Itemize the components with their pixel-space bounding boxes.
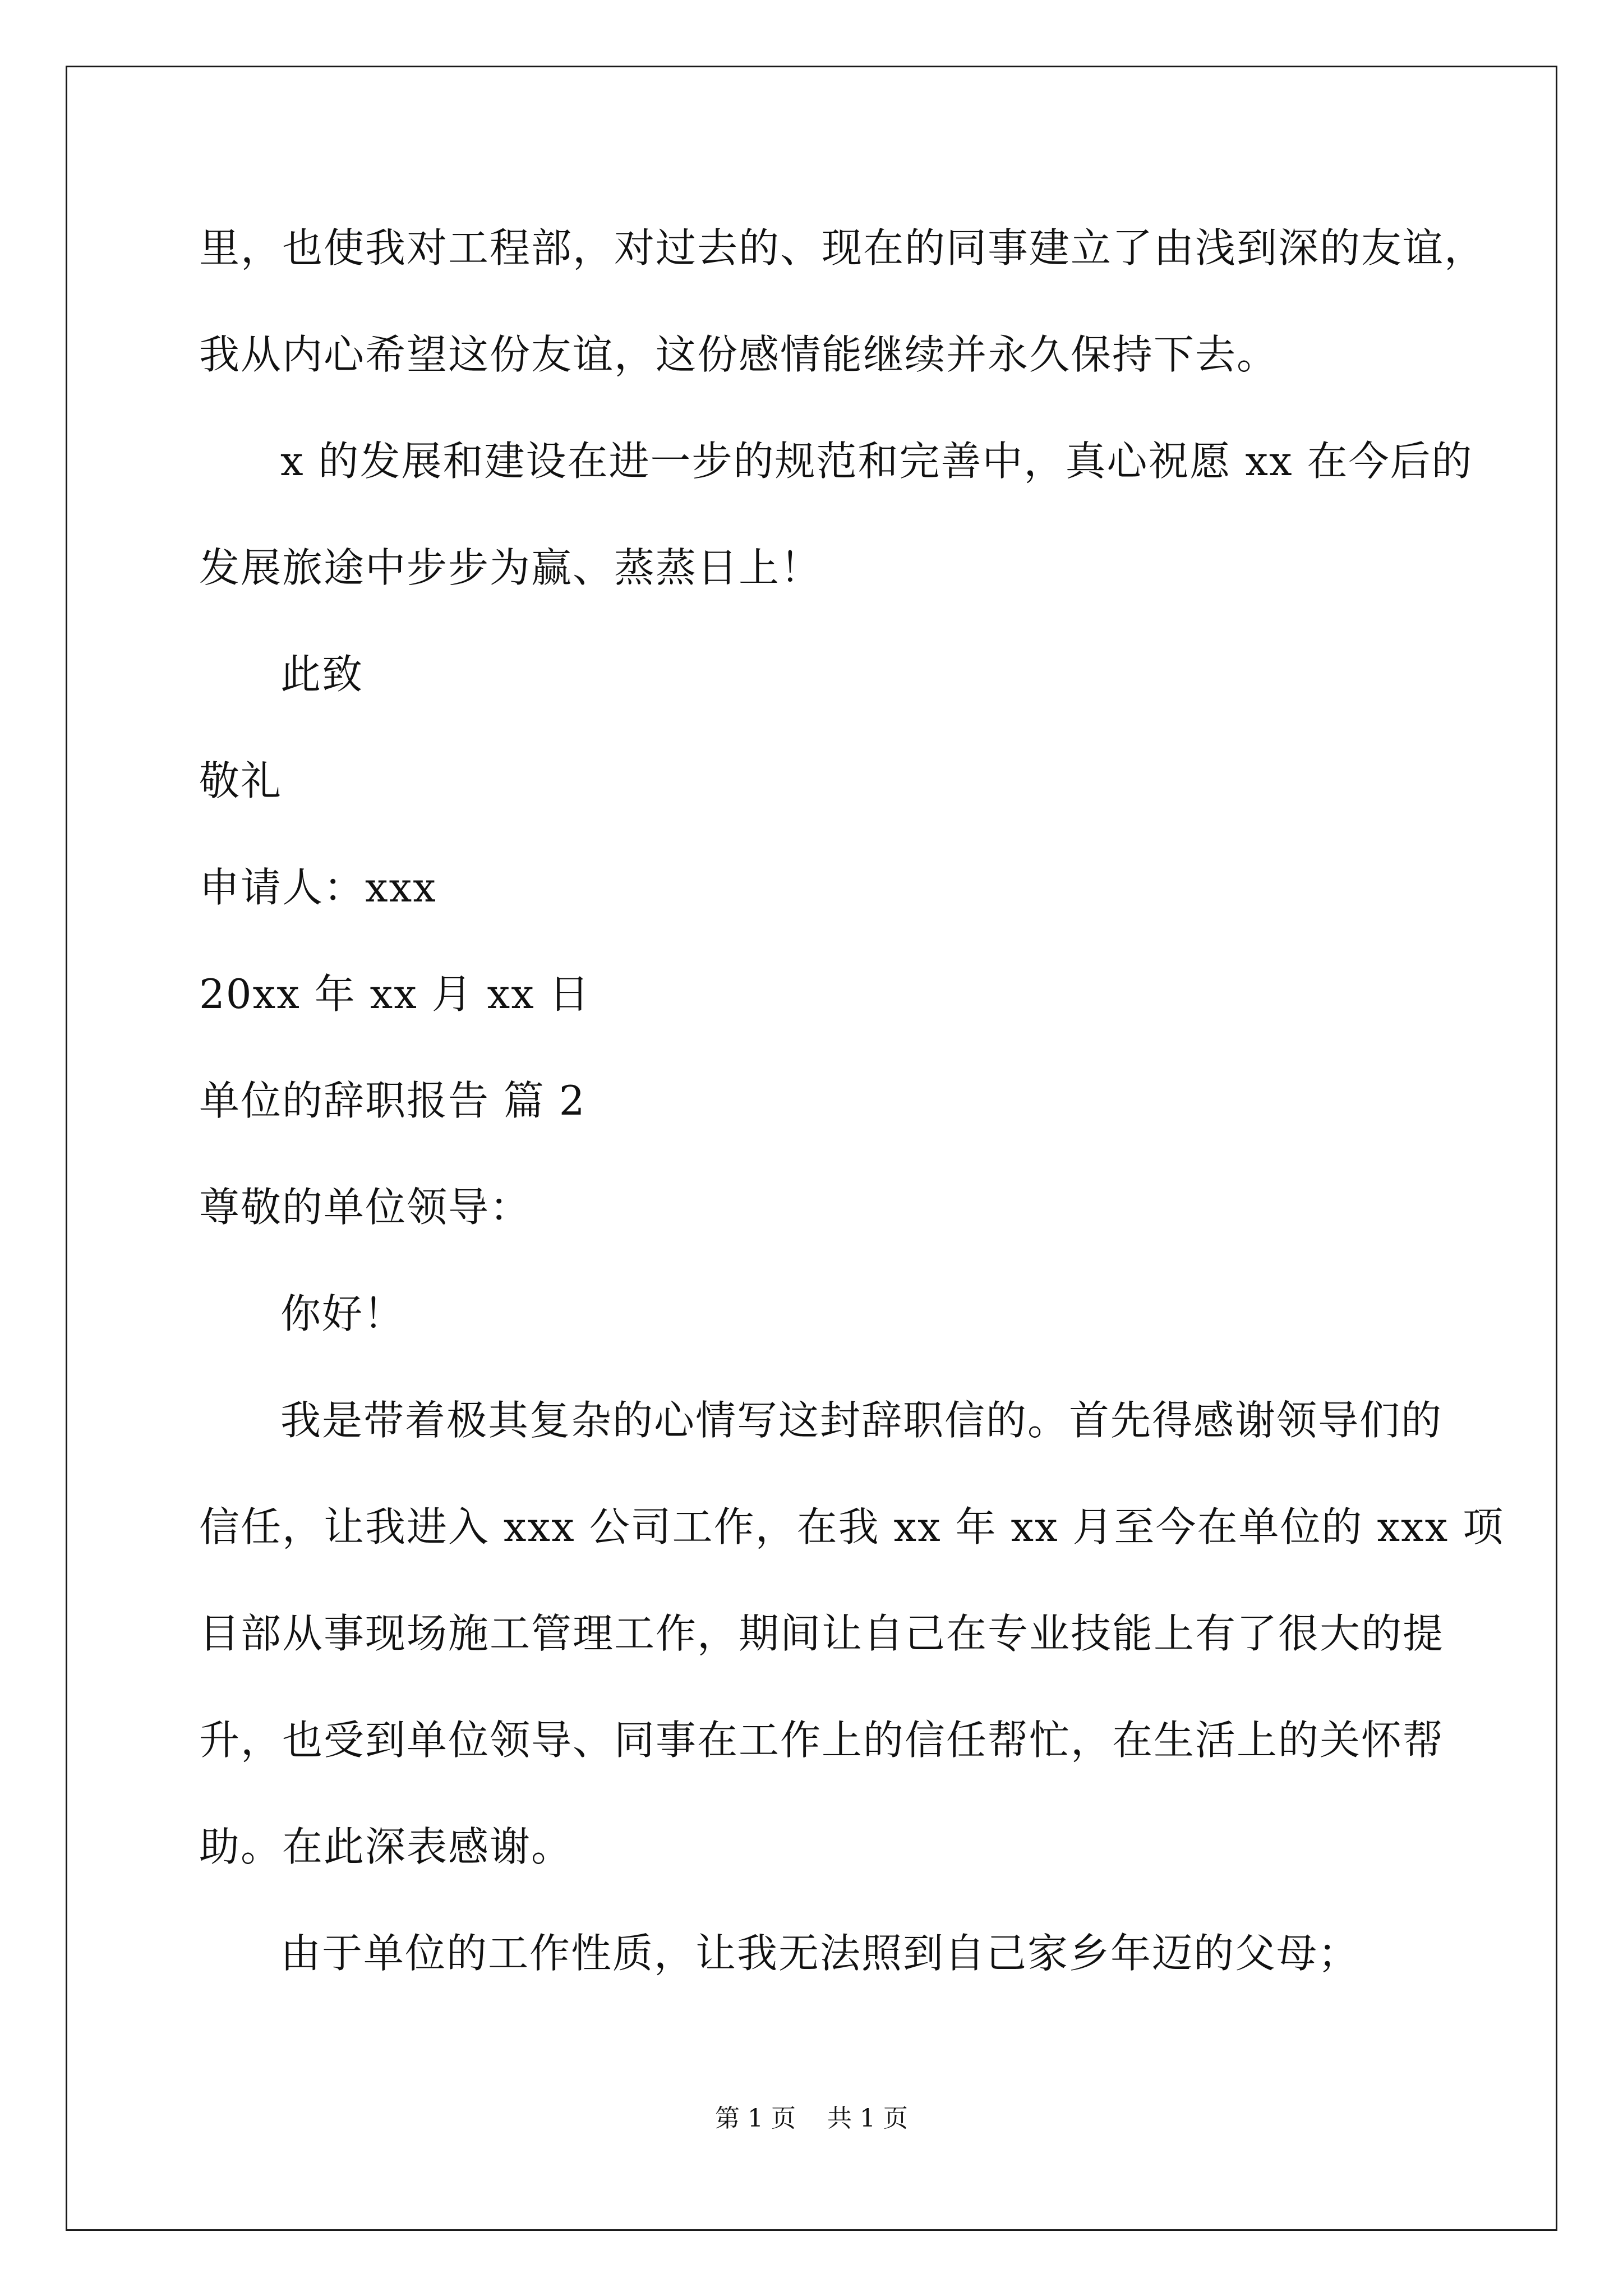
page-number-footer: 第 1 页 共 1 页 <box>715 2104 908 2133</box>
closing-salutation: 此致 <box>280 651 364 698</box>
text-line: 发展旅途中步步为赢、蒸蒸日上！ <box>199 544 822 591</box>
applicant-line: 申请人：xxx <box>199 864 437 911</box>
text-line: 里，也使我对工程部，对过去的、现在的同事建立了由浅到深的友谊， <box>199 224 1486 272</box>
text-line: 升，也受到单位领导、同事在工作上的信任帮忙，在生活上的关怀帮 <box>199 1717 1445 1764</box>
text-line: 我是带着极其复杂的心情写这封辞职信的。首先得感谢领导们的 <box>280 1397 1443 1444</box>
text-line: 助。在此深表感谢。 <box>199 1823 573 1870</box>
text-line: 信任，让我进入 xxx 公司工作，在我 xx 年 xx 月至今在单位的 xxx 项 <box>199 1503 1505 1550</box>
text-line: 由于单位的工作性质，让我无法照到自己家乡年迈的父母； <box>280 1930 1360 1977</box>
closing-regards: 敬礼 <box>199 757 283 804</box>
text-line: 目部从事现场施工管理工作，期间让自己在专业技能上有了很大的提 <box>199 1610 1445 1657</box>
hello-line: 你好！ <box>280 1290 405 1337</box>
text-line: 我从内心希望这份友谊，这份感情能继续并永久保持下去。 <box>199 331 1279 378</box>
text-line: x 的发展和建设在进一步的规范和完善中，真心祝愿 xx 在今后的 <box>280 438 1473 485</box>
greeting-line: 尊敬的单位领导： <box>199 1184 532 1231</box>
date-line: 20xx 年 xx 月 xx 日 <box>199 970 591 1018</box>
section-heading: 单位的辞职报告 篇 2 <box>199 1077 586 1124</box>
